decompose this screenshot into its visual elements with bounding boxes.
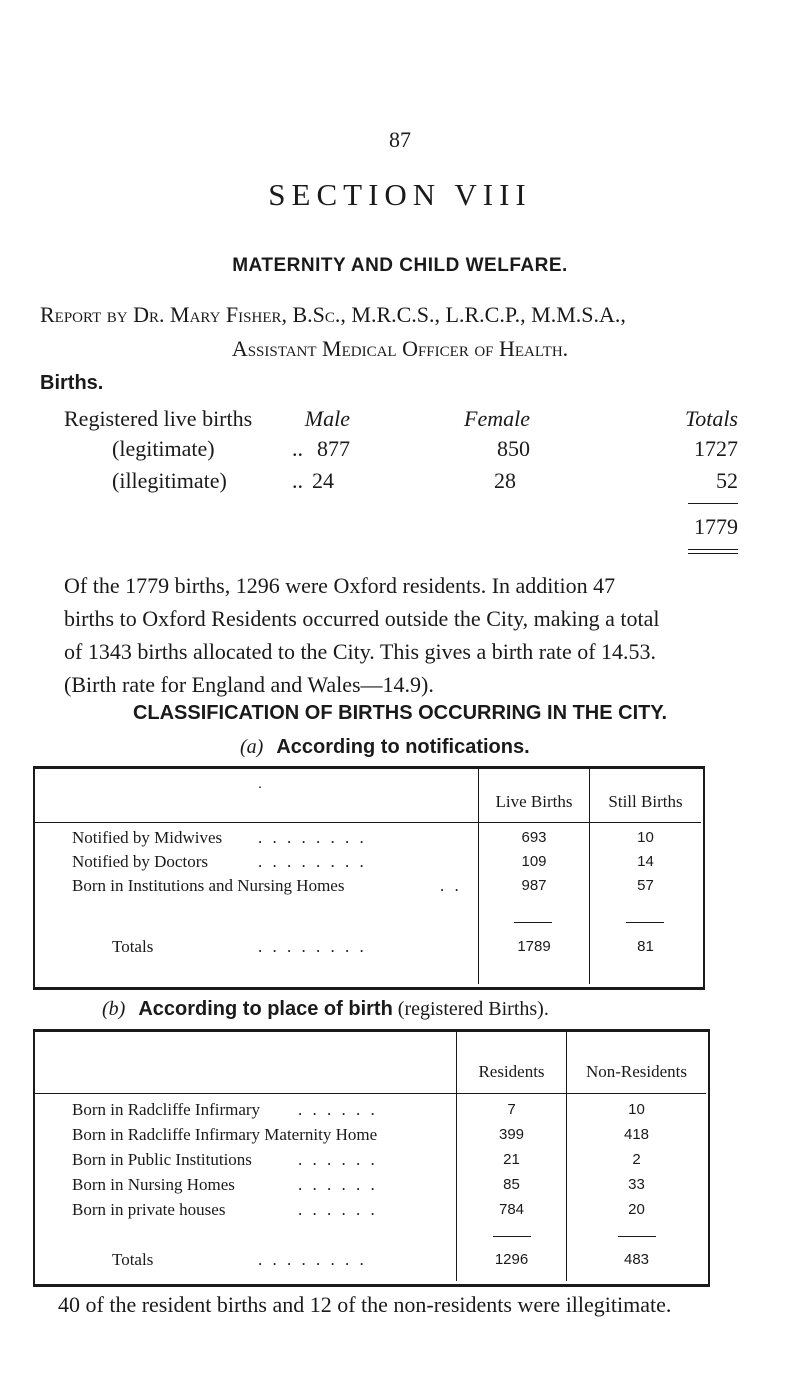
table-a-corner-mark: ·	[257, 778, 263, 795]
table-b-row-radcliffe-label: Born in Radcliffe Infirmary	[72, 1100, 261, 1119]
table-b-total-res: 1296	[494, 1251, 529, 1268]
table-a-live-sum-rule	[514, 922, 552, 923]
births-col-male: Male	[304, 406, 350, 431]
table-a-title: According to notifications.	[276, 736, 530, 758]
table-b-title: According to place of birth	[138, 998, 393, 1020]
table-b-total-nonres: 483	[623, 1251, 650, 1268]
table-b-row-maternity-label: Born in Radcliffe Infirmary Maternity Home	[72, 1125, 378, 1144]
table-b-nonres-sum-rule	[618, 1236, 656, 1237]
table-b-row-public-nonres: 2	[632, 1151, 641, 1168]
paragraph-line-1: Of the 1779 births, 1296 were Oxford residents. In addition 47	[64, 573, 616, 598]
births-col-female: Female	[464, 406, 530, 431]
table-a-row-doctors-label: Notified by Doctors	[72, 852, 208, 871]
births-double-rule-top	[688, 549, 738, 550]
table-b-col-non-residents: Non-Residents	[585, 1062, 688, 1081]
table-b-row-radcliffe-nonres: 10	[628, 1101, 645, 1118]
table-b-header-rule	[35, 1093, 706, 1094]
table-a-col-live: Live Births	[495, 792, 573, 811]
table-a-col-still: Still Births	[608, 792, 683, 811]
births-illegitimate-male: 24	[312, 468, 334, 493]
table-a-row-institutions-dots: . .	[440, 876, 462, 895]
table-a-heading	[240, 736, 530, 759]
births-grand-total: 1779	[694, 514, 738, 539]
table-a-row-institutions-label: Born in Institutions and Nursing Homes	[72, 876, 345, 895]
table-b-row-public-dots: . . . . . .	[298, 1150, 378, 1169]
table-a-row-midwives-label: Notified by Midwives	[72, 828, 223, 847]
table-a-row-doctors-live: 109	[521, 853, 547, 870]
table-b-row-nursing-dots: . . . . . .	[298, 1175, 378, 1194]
table-b-row-nursing-label: Born in Nursing Homes	[72, 1175, 235, 1194]
table-b-row-radcliffe-dots: . . . . . .	[298, 1100, 378, 1119]
table-a-row-midwives-still: 10	[637, 829, 654, 846]
table-a-row-doctors-still: 14	[637, 853, 654, 870]
table-a-totals-label: Totals	[112, 937, 154, 956]
table-b-row-maternity-res: 399	[498, 1126, 525, 1143]
table-a-total-still: 81	[637, 938, 654, 955]
births-illegitimate-female: 28	[494, 468, 516, 493]
table-b-suffix: (registered Births).	[397, 998, 549, 1020]
births-legitimate-label: (legitimate)	[112, 436, 215, 461]
table-b-totals-label: Totals	[112, 1250, 154, 1269]
table-b-col-residents: Residents	[478, 1062, 545, 1081]
table-b-row-private-dots: . . . . . .	[298, 1200, 378, 1219]
births-illegitimate-dots: ..	[292, 468, 303, 493]
table-a-prefix: (a)	[240, 736, 264, 758]
table-b-heading	[102, 998, 549, 1021]
table-a-header-rule	[35, 822, 701, 823]
births-illegitimate-total: 52	[716, 468, 738, 493]
table-b-totals-dots: . . . . . . . .	[258, 1250, 367, 1269]
table-b-prefix: (b)	[102, 998, 126, 1020]
table-a-row-midwives-dots: . . . . . . . .	[258, 828, 367, 847]
classification-heading: CLASSIFICATION OF BIRTHS OCCURRING IN THE CITY.	[132, 702, 668, 724]
table-a-totals-dots: . . . . . . . .	[258, 937, 367, 956]
table-a-row-doctors-dots: . . . . . . . .	[258, 852, 367, 871]
births-illegitimate-label: (illegitimate)	[112, 468, 227, 493]
births-legitimate-total: 1727	[694, 436, 738, 461]
report-role-line: Assistant Medical Officer of Health.	[231, 336, 569, 361]
paragraph-line-3: of 1343 births allocated to the City. This gives a birth rate of 14.53.	[64, 639, 657, 664]
births-row-label: Registered live births	[64, 406, 253, 431]
table-b-row-private-nonres: 20	[628, 1201, 645, 1218]
table-b-res-sum-rule	[493, 1236, 531, 1237]
table-b-row-maternity-nonres: 418	[623, 1126, 650, 1143]
page-number: 87	[389, 127, 411, 152]
table-b-row-radcliffe-res: 7	[507, 1101, 516, 1118]
table-b-row-private-label: Born in private houses	[72, 1200, 226, 1219]
births-legitimate-female: 850	[497, 436, 530, 461]
paragraph-line-2: births to Oxford Residents occurred outside the City, making a total	[64, 606, 660, 631]
births-legitimate-male: 877	[317, 436, 350, 461]
report-author-line: Report by Dr. Mary Fisher, B.Sc., M.R.C.S., L.R.C.P., M.M.S.A.,	[40, 302, 626, 327]
table-a-still-sum-rule	[626, 922, 664, 923]
table-b-row-nursing-nonres: 33	[628, 1176, 645, 1193]
births-sum-rule	[688, 503, 738, 504]
section-title: SECTION VIII	[268, 177, 532, 212]
births-col-totals: Totals	[684, 406, 738, 431]
table-a-total-live: 1789	[517, 938, 551, 955]
paragraph-line-4: (Birth rate for England and Wales—14.9).	[64, 672, 434, 697]
table-b-row-public-res: 21	[503, 1151, 520, 1168]
births-double-rule-bottom	[688, 553, 738, 554]
footer-note: 40 of the resident births and 12 of the non-residents were illegitimate.	[58, 1292, 672, 1317]
births-legitimate-dots: ..	[292, 436, 303, 461]
table-b-row-public-label: Born in Public Institutions	[72, 1150, 252, 1169]
table-a-row-institutions-still: 57	[637, 877, 654, 894]
section-subtitle: MATERNITY AND CHILD WELFARE.	[232, 255, 568, 276]
table-a-row-midwives-live: 693	[521, 829, 547, 846]
table-a-row-institutions-live: 987	[521, 877, 547, 894]
table-b-row-nursing-res: 85	[503, 1176, 520, 1193]
table-b-row-private-res: 784	[498, 1201, 525, 1218]
births-heading: Births.	[40, 372, 104, 394]
